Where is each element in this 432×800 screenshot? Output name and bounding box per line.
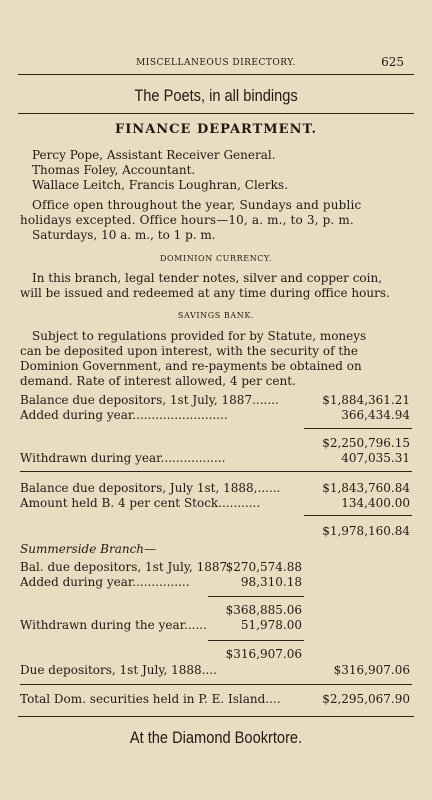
banner-rule <box>18 113 414 114</box>
advert-banner-bottom: At the Diamond Bookrtore. <box>129 728 303 747</box>
ledger-label: Balance due depositors, 1st July, 1887....... <box>20 393 279 407</box>
ledger-amount: 407,035.31 <box>341 451 410 465</box>
savings-text-line: demand. Rate of interest allowed, 4 per cent. <box>20 374 296 388</box>
header-rule <box>18 74 414 75</box>
ledger-label: Amount held B. 4 per cent Stock........... <box>20 496 261 510</box>
savings-bank-heading: SAVINGS BANK. <box>177 311 255 320</box>
sum-rule <box>208 640 304 641</box>
ledger-amount: $1,884,361.21 <box>322 393 410 407</box>
staff-line: Percy Pope, Assistant Receiver General. <box>32 148 276 162</box>
sum-rule <box>304 515 412 516</box>
branch-label: Due depositors, 1st July, 1888.... <box>20 663 217 677</box>
branch-subtotal: $368,885.06 <box>225 603 302 617</box>
ledger-subtotal: $2,250,796.15 <box>322 436 410 450</box>
running-head <box>20 55 412 71</box>
branch-subtotal: $316,907.06 <box>225 647 302 661</box>
staff-line: Wallace Leitch, Francis Loughran, Clerks. <box>32 178 288 192</box>
section-rule <box>20 684 412 685</box>
advert-banner-top: The Poets, in all bindings <box>134 86 298 105</box>
summerside-heading: Summerside Branch— <box>20 542 157 556</box>
ledger-amount: 134,400.00 <box>341 496 410 510</box>
footer-rule <box>18 716 414 717</box>
branch-amount: 98,310.18 <box>240 575 302 589</box>
branch-label: Added during year............... <box>20 575 190 589</box>
ledger-label: Withdrawn during year................. <box>20 451 226 465</box>
hours-line: holidays excepted. Office hours—10, a. m., to 3, p. m. <box>20 213 354 227</box>
total-amount: $2,295,067.90 <box>322 692 410 706</box>
ledger-amount: 366,434.94 <box>341 408 410 422</box>
sum-rule <box>208 596 304 597</box>
running-head-title: MISCELLANEOUS DIRECTORY. <box>136 58 296 68</box>
savings-text-line: Subject to regulations provided for by Statute, moneys <box>32 329 367 343</box>
savings-text-line: can be deposited upon interest, with the security of the <box>20 344 359 358</box>
branch-amount: $270,574.88 <box>225 560 302 574</box>
total-label: Total Dom. securities held in P. E. Island.... <box>20 692 281 706</box>
branch-label: Bal. due depositors, 1st July, 1887 <box>20 560 228 574</box>
ledger-label: Balance due depositors, July 1st, 1888,...... <box>20 481 281 495</box>
ledger-subtotal: $1,978,160.84 <box>322 524 410 538</box>
currency-text-line: will be issued and redeemed at any time during office hours. <box>20 286 390 300</box>
sum-rule <box>304 428 412 429</box>
hours-line: Office open throughout the year, Sundays and public <box>32 198 362 212</box>
branch-amount: 51,978.00 <box>240 618 302 632</box>
department-heading: FINANCE DEPARTMENT. <box>115 122 317 137</box>
ledger-amount: $1,843,760.84 <box>322 481 410 495</box>
dominion-currency-heading: DOMINION CURRENCY. <box>159 254 273 263</box>
page-number: 625 <box>381 55 404 69</box>
branch-label: Withdrawn during the year...... <box>20 618 207 632</box>
hours-line: Saturdays, 10 a. m., to 1 p. m. <box>32 228 216 242</box>
section-rule <box>20 471 412 472</box>
ledger-label: Added during year......................... <box>20 408 228 422</box>
staff-line: Thomas Foley, Accountant. <box>32 163 196 177</box>
savings-text-line: Dominion Government, and re-payments be obtained on <box>20 359 362 373</box>
branch-total-amount: $316,907.06 <box>333 663 410 677</box>
currency-text-line: In this branch, legal tender notes, silver and copper coin, <box>32 271 383 285</box>
